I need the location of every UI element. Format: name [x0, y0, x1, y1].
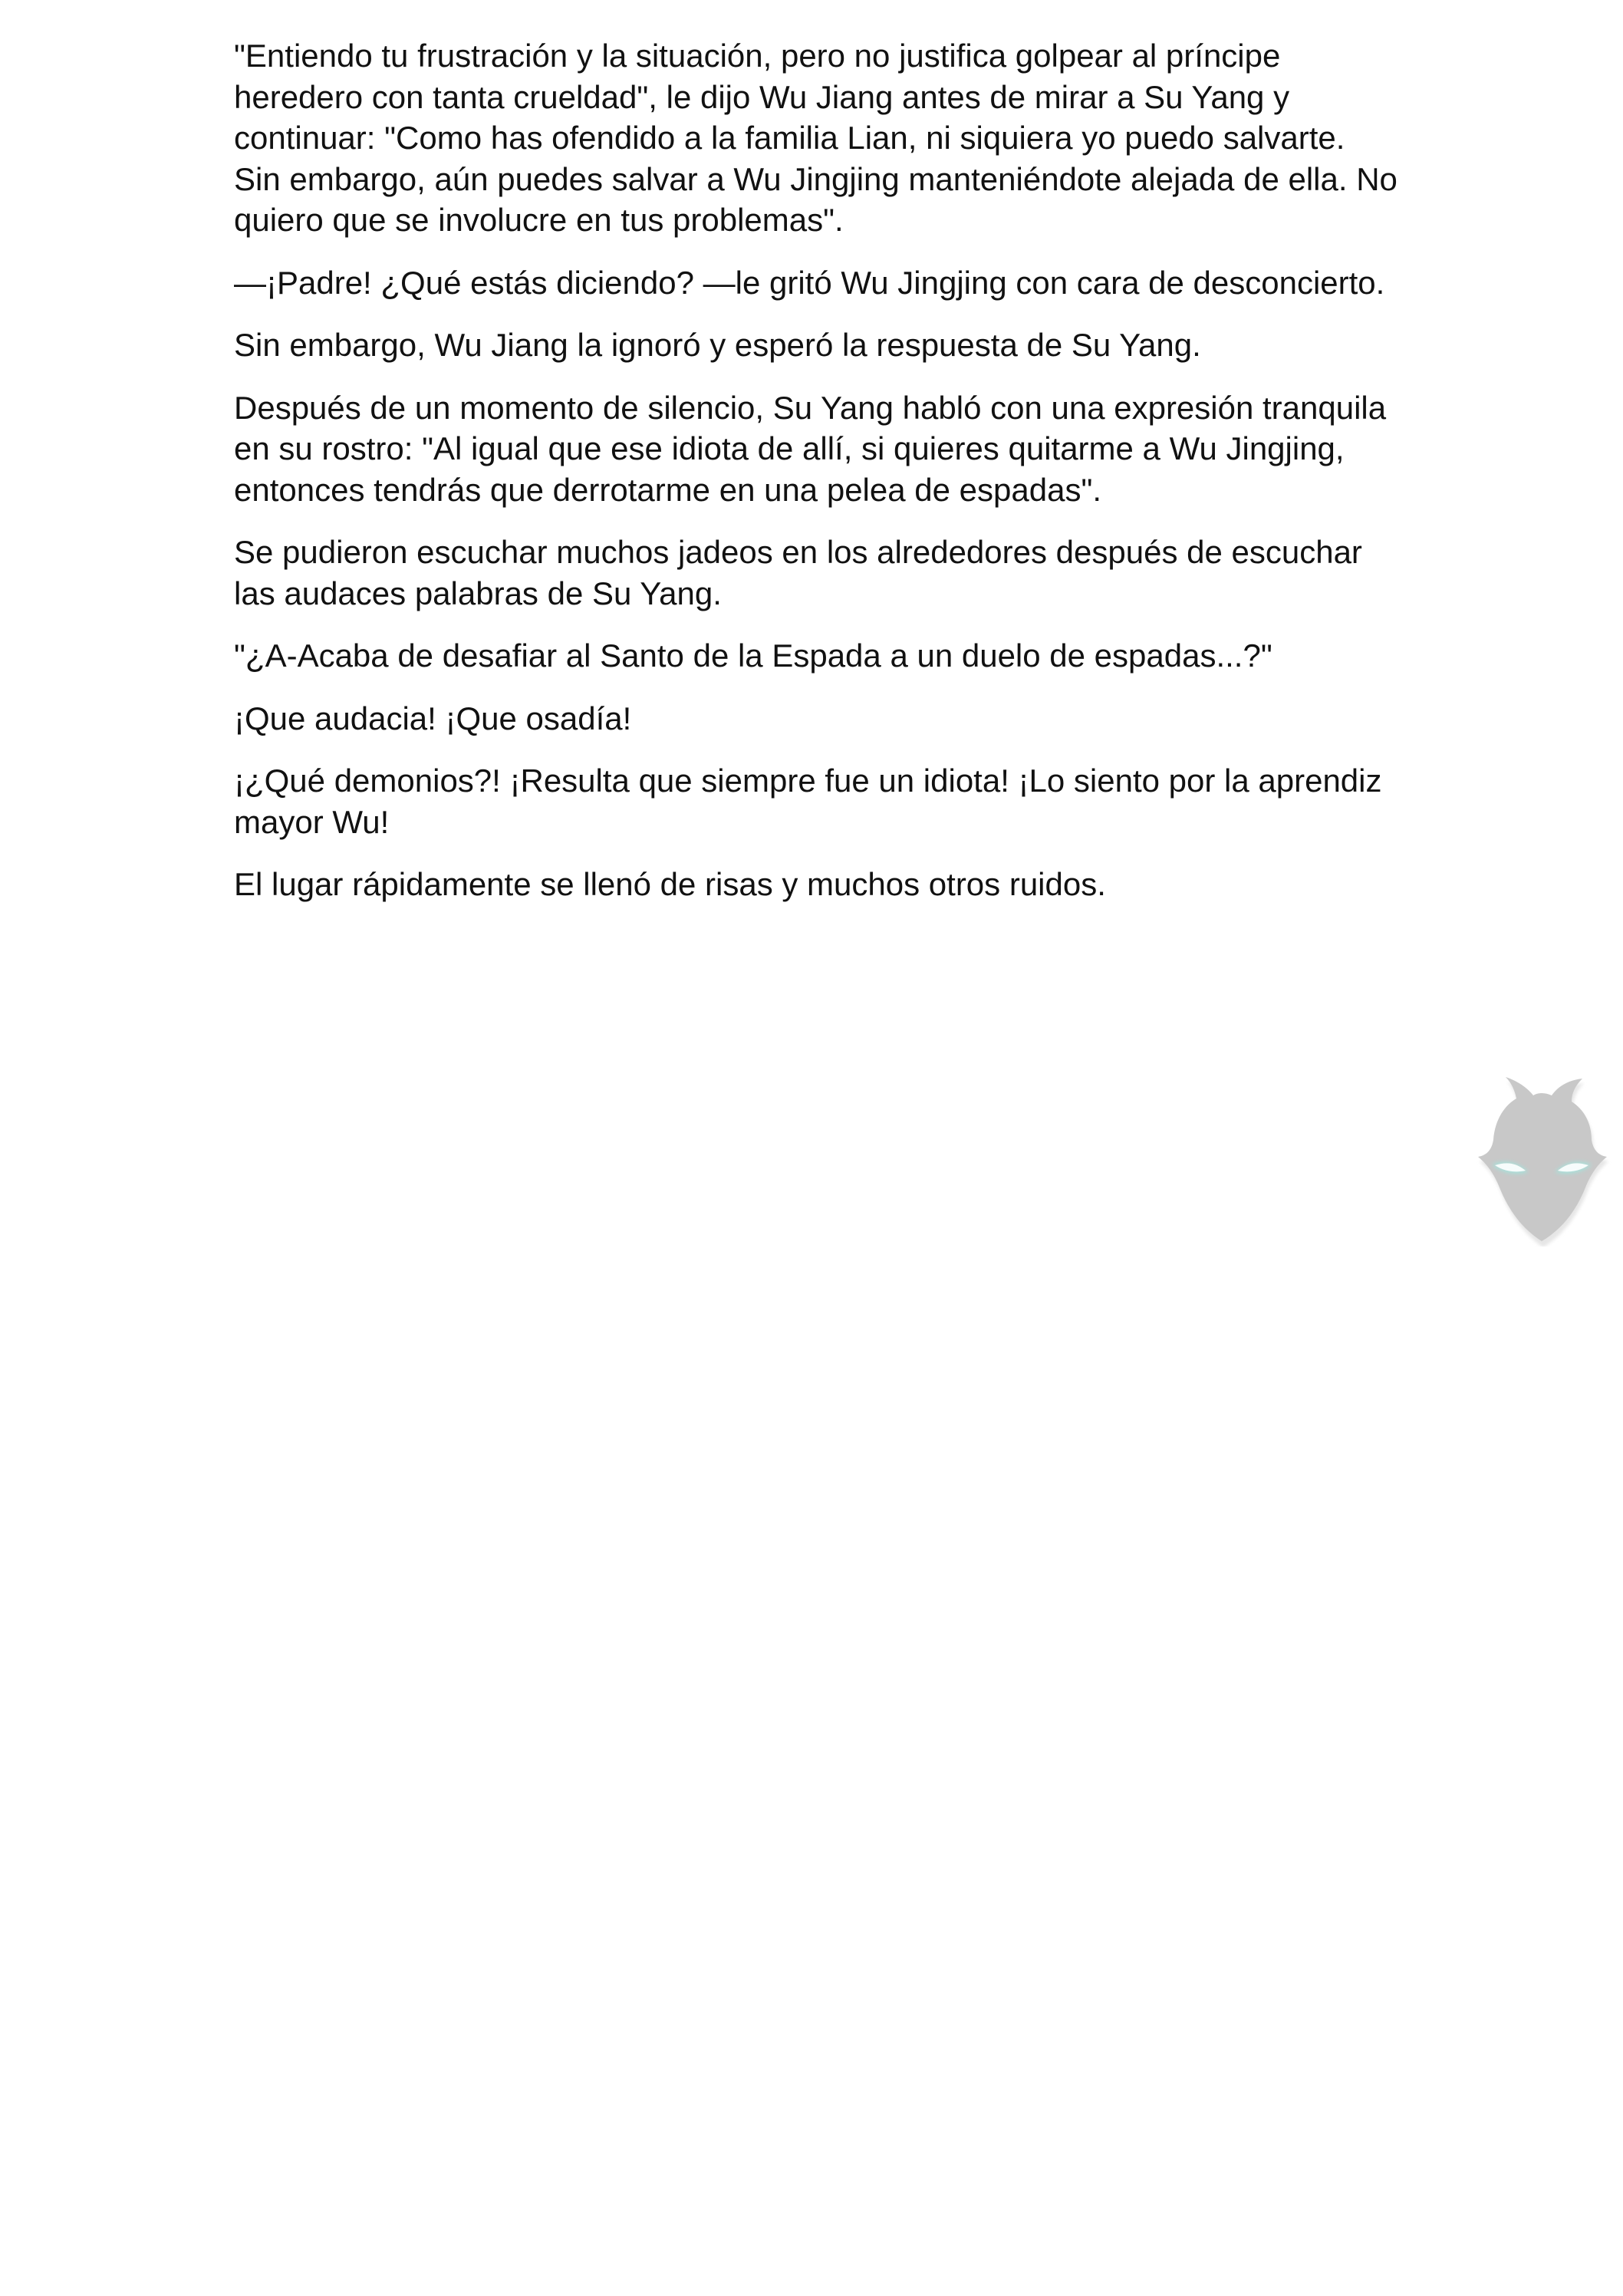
paragraph: Después de un momento de silencio, Su Yang habló con una expresión tranquila en su rostro: "Al igual que ese idiota de allí, si quieres quitarme a Wu Jingjing, entonces tendrás que derrotarme en una pelea de espadas".	[234, 389, 1387, 508]
paragraph: El lugar rápidamente se llenó de risas y muchos otros ruidos.	[234, 866, 1106, 902]
paragraph: Sin embargo, Wu Jiang la ignoró y esperó la respuesta de Su Yang.	[234, 327, 1201, 363]
paragraph: ¡¿Qué demonios?! ¡Resulta que siempre fue un idiota! ¡Lo siento por la aprendiz mayor Wu!	[234, 763, 1382, 840]
paragraph: —¡Padre! ¿Qué estás diciendo? —le gritó Wu Jingjing con cara de desconcierto.	[234, 264, 1385, 301]
paragraph: Se pudieron escuchar muchos jadeos en los alrededores después de escuchar las audaces palabras de Su Yang.	[234, 534, 1362, 611]
paragraph: "Entiendo tu frustración y la situación, pero no justifica golpear al príncipe heredero con tanta crueldad", le dijo Wu Jiang antes de mirar a Su Yang y continuar: "Como has ofendido a la familia Lian, ni siquiera yo puedo salvarte. Sin embargo, aún puedes salvar a Wu Jingjing manteniéndote alejada de ella. No quiero que se involucre en tus problemas".	[234, 38, 1397, 238]
paragraph: "¿A-Acaba de desafiar al Santo de la Espada a un duelo de espadas...?"	[234, 637, 1272, 674]
document-body	[234, 35, 1400, 927]
paragraph: ¡Que audacia! ¡Que osadía!	[234, 700, 632, 736]
demon-head-icon	[1469, 1074, 1615, 1247]
